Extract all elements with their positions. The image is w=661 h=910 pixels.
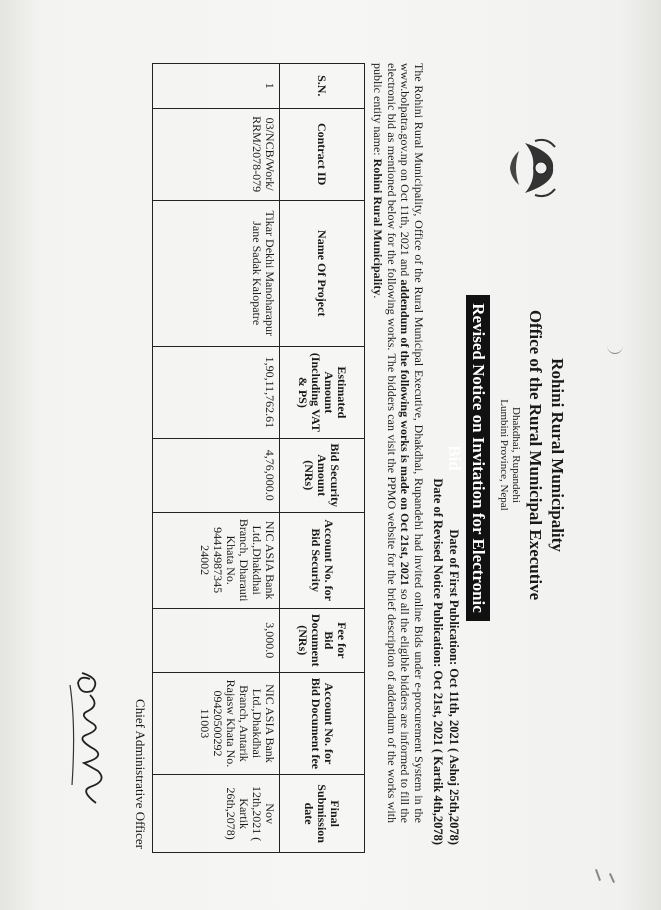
table-row <box>153 64 280 853</box>
paragraph-bold-1: addendum of the following works is made on Oct 21st, 2021 <box>398 279 413 586</box>
header-submission-date: Final Submission date <box>280 775 365 853</box>
notice-banner: Revised Notice on Invitation for Electronic Bid <box>466 295 490 621</box>
rotated-document <box>35 55 575 855</box>
cell-sn: 1 <box>153 64 280 109</box>
header-bid-security: Bid Security Amount (NRs) <box>280 438 365 512</box>
paragraph-part-1: The Rohini Rural Municipality, Office of the Rural Municipal Executive, Dhakdhai, Rupandehi had invited online Bids under e-procurement System in the www.bolpatra.gov.np on Oct 11th, 2021 and <box>398 63 426 823</box>
header-account-bid-security: Account No. for Bid Security <box>280 512 365 608</box>
scan-mark <box>607 337 623 354</box>
header-document-fee: Fee for Bid Document (NRs) <box>280 608 365 672</box>
works-table <box>152 63 365 853</box>
municipality-name: Rohini Rural Municipality <box>548 358 567 552</box>
cell-account-document-fee: NIC ASIA Bank Ltd.,Dhakdhai Branch, Antarik Rajasw Khata No. 09420500292 11003 <box>153 672 280 775</box>
paragraph-bold-2: Rohini Rural Municipality <box>371 158 386 296</box>
header-estimated-amount: Estimated Amount (Including VAT & PS) <box>280 346 365 438</box>
paragraph-part-3: . <box>371 295 386 299</box>
cell-submission-date: Nov 12th,2021 ( Kartik 26th,2078) <box>153 775 280 853</box>
header-sn: S.N. <box>280 64 365 109</box>
notice-paragraph <box>371 63 425 823</box>
office-name: Office of the Rural Municipal Executive <box>526 309 545 601</box>
header-contract-id: Contract ID <box>280 108 365 200</box>
signatory-title: Chief Administrative Officer <box>133 699 148 849</box>
revised-publication-date: Date of Revised Notice Publication: Oct 21st, 2021 ( Kartik 4th,2078) <box>431 478 445 845</box>
first-publication-date: Date of First Publication: Oct 11th, 2021 ( Ashoj 25th,2078) <box>447 529 461 845</box>
cell-account-bid-security: NIC ASIA Bank Ltd.,Dhakdhai Branch, Dharauti Khata No. 94414987345 24002 <box>153 512 280 608</box>
handwritten-signature-icon <box>60 665 120 815</box>
cell-contract-id: 03/NCB/Work/ RRM/2078-079 <box>153 108 280 200</box>
cell-document-fee: 3,000.0 <box>153 608 280 672</box>
address <box>498 55 522 855</box>
cell-bid-security: 4,76,000.0 <box>153 438 280 512</box>
address-line-1: Dhakdhai, Rupandehi <box>510 407 522 503</box>
header-project-name: Name Of Project <box>280 200 365 346</box>
publication-dates <box>430 478 462 845</box>
cell-estimated-amount: 1,90,11,762.61 <box>153 346 280 438</box>
header-account-document-fee: Account No. for Bid Document fee <box>280 672 365 775</box>
table-header-row <box>280 64 365 853</box>
paragraph-part-2: so all the eligible bidders are informed to fill the electronic bid as mentioned below for the following works. The bidders can visit the PPMO website for the brief description of addendum of the works with public entity name: <box>371 63 413 823</box>
cell-project-name: Tikar Dekhi Manoharapur Jane Sadak Kalopatre <box>153 200 280 346</box>
address-line-2: Lumbini Province, Nepal <box>498 399 510 511</box>
